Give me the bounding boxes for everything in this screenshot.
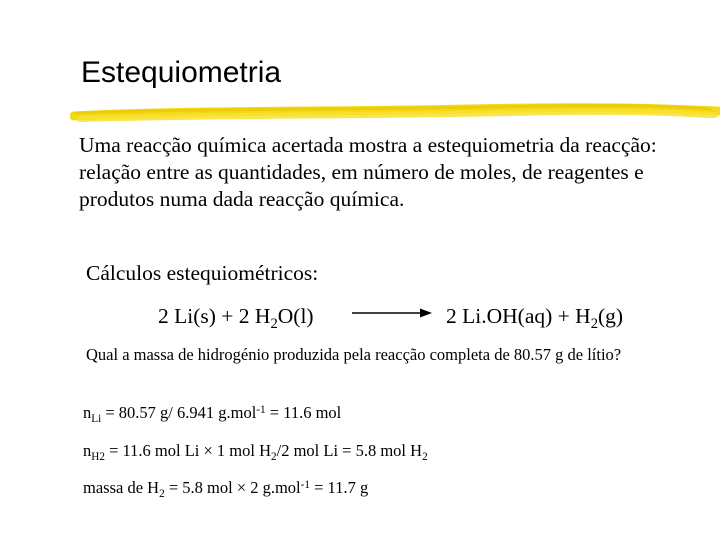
calculations-heading: Cálculos estequiométricos:	[86, 261, 319, 285]
title-underline-stroke	[70, 100, 720, 130]
equation-products-text: 2 Li.OH(aq) + H	[446, 304, 591, 328]
equation-reactants	[158, 303, 314, 333]
calc-nh2-symbol: n	[83, 441, 92, 460]
calc-mass-text: massa de H	[83, 478, 160, 497]
calc-line-moles-li	[83, 402, 341, 424]
calc-nli-symbol: n	[83, 403, 92, 422]
calc-nh2-subscript-2: 2	[271, 450, 277, 463]
intro-paragraph: Uma reacção química acertada mostra a estequiometria da reacção: relação entre as quantidades, em número de moles, de reagentes e produtos numa dada reacção química.	[79, 133, 657, 211]
question-text: Qual a massa de hidrogénio produzida pela reacção completa de 80.57 g de lítio?	[86, 345, 622, 364]
calc-mass-text-2: = 5.8 mol × 2 g.mol	[164, 478, 301, 497]
calc-nli-result: = 11.6 mol	[265, 403, 342, 422]
calc-nli-superscript: -1	[256, 403, 266, 416]
slide-title: Estequiometria	[81, 56, 282, 89]
equation-reactants-subscript: 2	[270, 316, 278, 333]
equation-products	[446, 303, 624, 333]
calc-nh2-text-2: /2 mol Li = 5.8 mol H	[276, 441, 423, 460]
calc-nh2-subscript: H2	[91, 450, 105, 463]
calc-mass-superscript: -1	[300, 478, 310, 491]
calc-nh2-subscript-3: 2	[422, 450, 428, 463]
equation-products-subscript: 2	[590, 316, 598, 333]
calc-nli-text: = 80.57 g/ 6.941 g.mol	[101, 403, 257, 422]
calc-nh2-text: = 11.6 mol Li × 1 mol H	[104, 441, 272, 460]
calc-nli-subscript: Li	[91, 412, 102, 425]
equation-reactants-tail: O(l)	[277, 304, 314, 328]
reaction-arrow-icon	[352, 306, 432, 320]
equation-products-tail: (g)	[598, 304, 624, 328]
calc-mass-result: = 11.7 g	[310, 478, 369, 497]
calc-line-mass-h2	[83, 477, 368, 499]
calc-line-moles-h2	[83, 440, 428, 462]
equation-reactants-text: 2 Li(s) + 2 H	[158, 304, 271, 328]
calc-mass-subscript: 2	[159, 487, 165, 500]
